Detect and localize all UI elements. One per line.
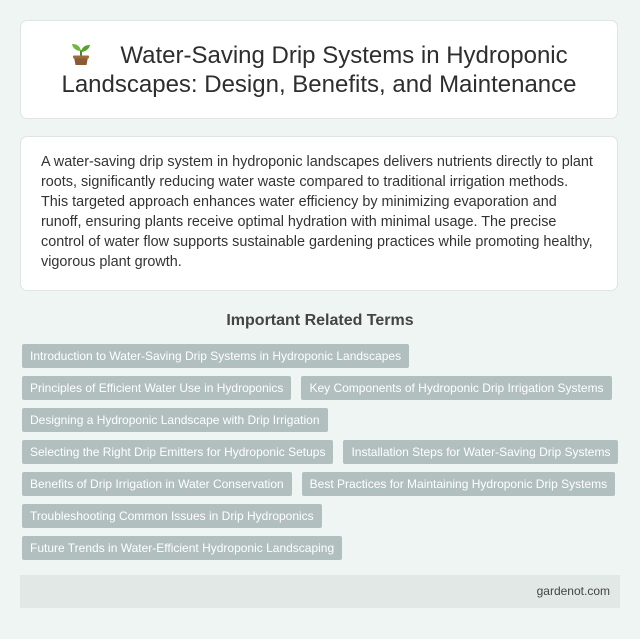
related-terms-list	[22, 344, 622, 568]
title-card	[20, 20, 618, 119]
related-term-tag[interactable]: Selecting the Right Drip Emitters for Hydroponic Setups	[22, 440, 333, 464]
related-term-tag[interactable]: Future Trends in Water-Efficient Hydroponic Landscaping	[22, 536, 342, 560]
related-terms-heading: Important Related Terms	[226, 312, 414, 329]
summary-text: A water-saving drip system in hydroponic landscapes delivers nutrients directly to plant roots, significantly reducing water waste compared to traditional irrigation methods. This targeted approach enhances water efficiency by minimizing evaporation and runoff, ensuring plants receive optimal hydration with minimal usage. The precise control of water flow supports sustainable gardening practices while promoting healthy, vigorous plant growth.	[41, 154, 593, 270]
related-term-tag[interactable]: Best Practices for Maintaining Hydroponic Drip Systems	[302, 472, 615, 496]
page-title	[51, 41, 587, 99]
related-term-tag[interactable]: Benefits of Drip Irrigation in Water Conservation	[22, 472, 292, 496]
tag-row	[22, 376, 622, 400]
footer-site-link[interactable]: gardenot.com	[536, 584, 610, 598]
tag-row	[22, 536, 622, 560]
related-term-tag[interactable]: Introduction to Water-Saving Drip Systems in Hydroponic Landscapes	[22, 344, 409, 368]
tag-row	[22, 504, 622, 528]
related-term-tag[interactable]: Designing a Hydroponic Landscape with Drip Irrigation	[22, 408, 328, 432]
tag-row	[22, 408, 622, 432]
tag-row	[22, 344, 622, 368]
seedling-icon	[70, 42, 92, 66]
summary-card	[20, 136, 618, 291]
footer	[20, 575, 620, 608]
related-term-tag[interactable]: Principles of Efficient Water Use in Hydroponics	[22, 376, 291, 400]
tag-row	[22, 440, 622, 464]
related-term-tag[interactable]: Key Components of Hydroponic Drip Irrigation Systems	[301, 376, 611, 400]
tag-row	[22, 472, 622, 496]
related-term-tag[interactable]: Troubleshooting Common Issues in Drip Hydroponics	[22, 504, 322, 528]
related-term-tag[interactable]: Installation Steps for Water-Saving Drip Systems	[343, 440, 618, 464]
page-title-text: Water-Saving Drip Systems in Hydroponic Landscapes: Design, Benefits, and Maintenance	[61, 41, 577, 98]
